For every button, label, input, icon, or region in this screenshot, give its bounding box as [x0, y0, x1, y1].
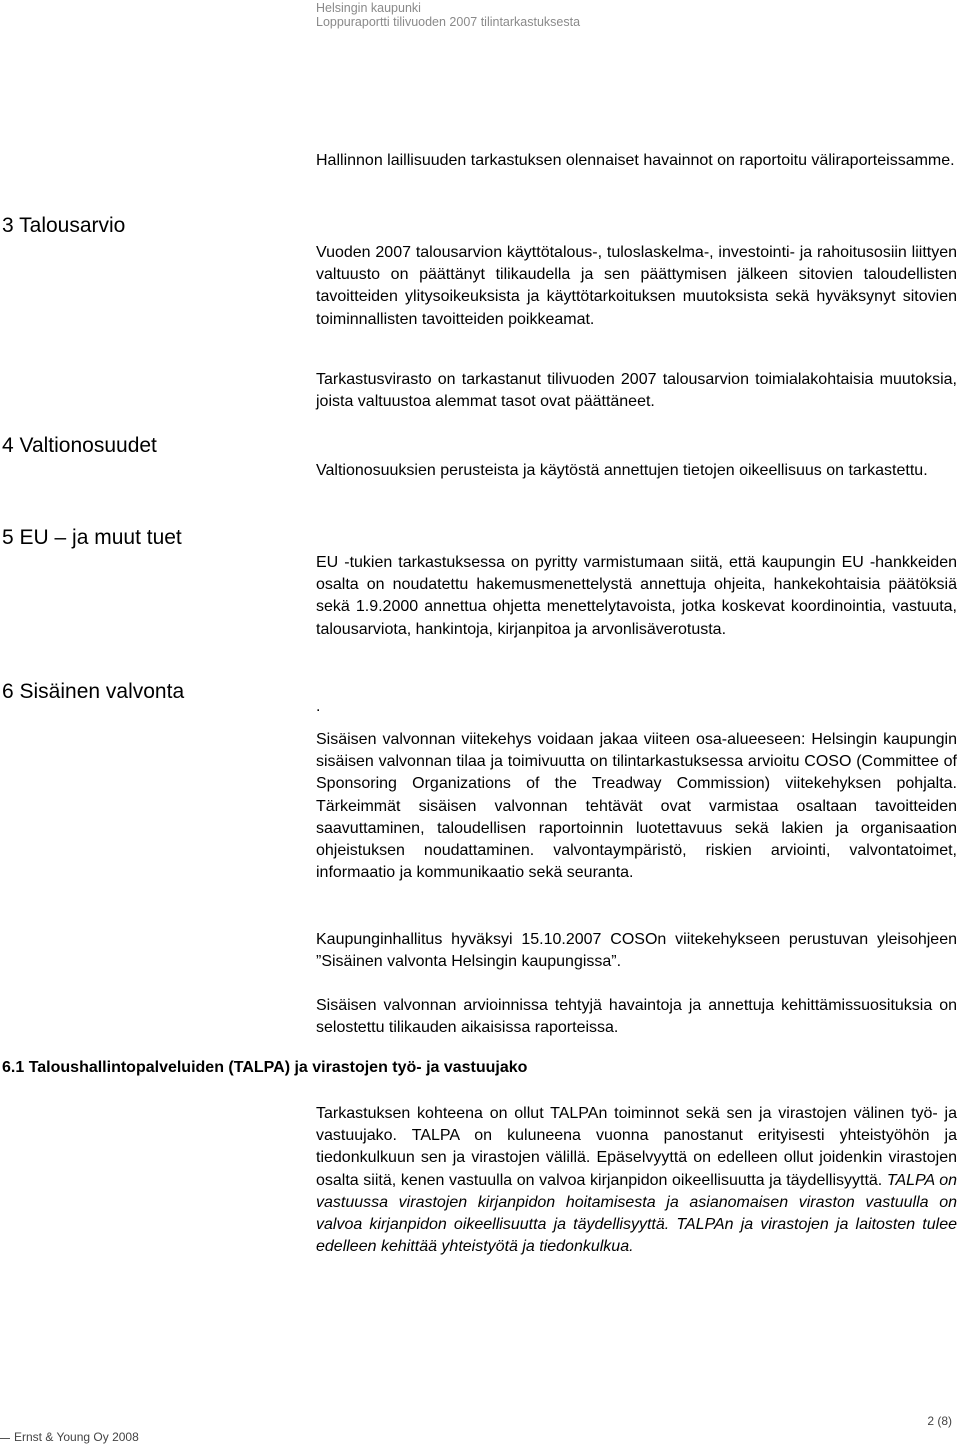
talpa-paragraph: [316, 1103, 957, 1258]
internal-control-paragraph-3: Sisäisen valvonnan arvioinnissa tehtyjä havaintoja ja annettuja kehittämissuosituksia on selostettu tilikauden aikaisissa raporteissa.: [316, 997, 957, 1037]
section-heading-state-grants: 4 Valtionosuudet: [2, 434, 157, 457]
internal-control-paragraph-2: Kaupunginhallitus hyväksyi 15.10.2007 COSOn viitekehykseen perustuvan yleisohjeen ”Sisäinen valvonta Helsingin kaupungissa”.: [316, 931, 957, 971]
header-report-title: Loppuraportti tilivuoden 2007 tilintarkastuksesta: [316, 15, 581, 29]
footer-firm: Ernst & Young Oy 2008: [14, 1430, 139, 1444]
budget-paragraph-1: Vuoden 2007 talousarvion käyttötalous-, tuloslaskelma-, investointi- ja rahoitusosiin liittyen valtuusto on päättänyt tilikaudella ja sen päättymisen jälkeen sitovien taloudellisten tavoitteiden ylitysoikeuksista ja käyttötarkoituksen muutoksista sekä hyväksynyt sitovien toiminnallisten tavoitteiden poikkeamat.: [316, 244, 957, 328]
page-number: 2 (8): [927, 1414, 952, 1428]
section-heading-internal-control: 6 Sisäinen valvonta: [2, 680, 185, 703]
talpa-paragraph-italic: TALPA on vastuussa virastojen kirjanpidon hoitamisesta ja asianomaisen viraston vastuulla on valvoa kirjanpidon oikeellisuutta ja täydellisyyttä. TALPAn ja virastojen ja laitosten tulee edelleen kehittää yhteistyötä ja tiedonkulkua.: [316, 1171, 958, 1256]
section-heading-budget: 3 Talousarvio: [2, 214, 126, 237]
eu-paragraph: EU -tukien tarkastuksessa on pyritty varmistumaan siitä, että kaupungin EU -hankkeiden osalta on noudatettu hakemusmenettelystä annettuja ohjeita, hankekohtaisia päätöksiä sekä 1.9.2000 annettua ohjetta menettelytavoista, jotka koskevat koordinointia, vastuuta, talousarviota, hankintoja, kirjanpitoa ja arvonlisäverotusta.: [316, 554, 957, 638]
talpa-paragraph-regular: Tarkastuksen kohteena on ollut TALPAn toiminnot sekä sen ja virastojen välinen työ- ja vastuujako. TALPA on kuluneena vuonna panostanut erityisesti yhteistyöhön ja tiedonkulkuun sen ja virastojen välillä. Epäselvyyttä on edelleen ollut joidenkin virastojen osalta siitä, kenen vastuulla on valvoa kirjanpidon oikeellisuutta ja täydellisyyttä.: [316, 1105, 957, 1189]
internal-control-paragraph-1: Sisäisen valvonnan viitekehys voidaan jakaa viiteen osa-alueeseen: Helsingin kaupungin sisäisen valvonnan tilaa ja toimivuutta on tilintarkastuksessa arvioitu COSO (Committee of Sponsoring Organizations of the Treadway Commission) viitekehyksen pohjalta. Tärkeimmät sisäisen valvonnan tehtävät ovat varmistaa osaltaan tavoitteiden saavuttaminen, taloudellisen raportoinnin luotettavuus sekä lakien ja organisaation ohjeistuksen noudattaminen. valvontaympäristö, riskien arviointi, valvontatoimet, informaatio ja kommunikaatio sekä seuranta.: [316, 731, 957, 882]
intro-paragraph: Hallinnon laillisuuden tarkastuksen olennaiset havainnot on raportoitu väliraporteissamme.: [316, 152, 955, 169]
section-heading-eu: 5 EU – ja muut tuet: [2, 526, 182, 549]
stray-dot: .: [316, 698, 321, 715]
header-organization: Helsingin kaupunki: [316, 1, 421, 15]
footer-rule: [0, 1438, 10, 1439]
state-grants-paragraph: Valtionosuuksien perusteista ja käytöstä annettujen tietojen oikeellisuus on tarkastettu.: [316, 462, 928, 479]
budget-paragraph-2: Tarkastusvirasto on tarkastanut tilivuoden 2007 talousarvion toimialakohtaisia muutoksia, joista valtuustoa alemmat tasot ovat päättäneet.: [316, 371, 957, 411]
subsection-heading-talpa: 6.1 Taloushallintopalveluiden (TALPA) ja virastojen työ- ja vastuujako: [2, 1059, 528, 1076]
